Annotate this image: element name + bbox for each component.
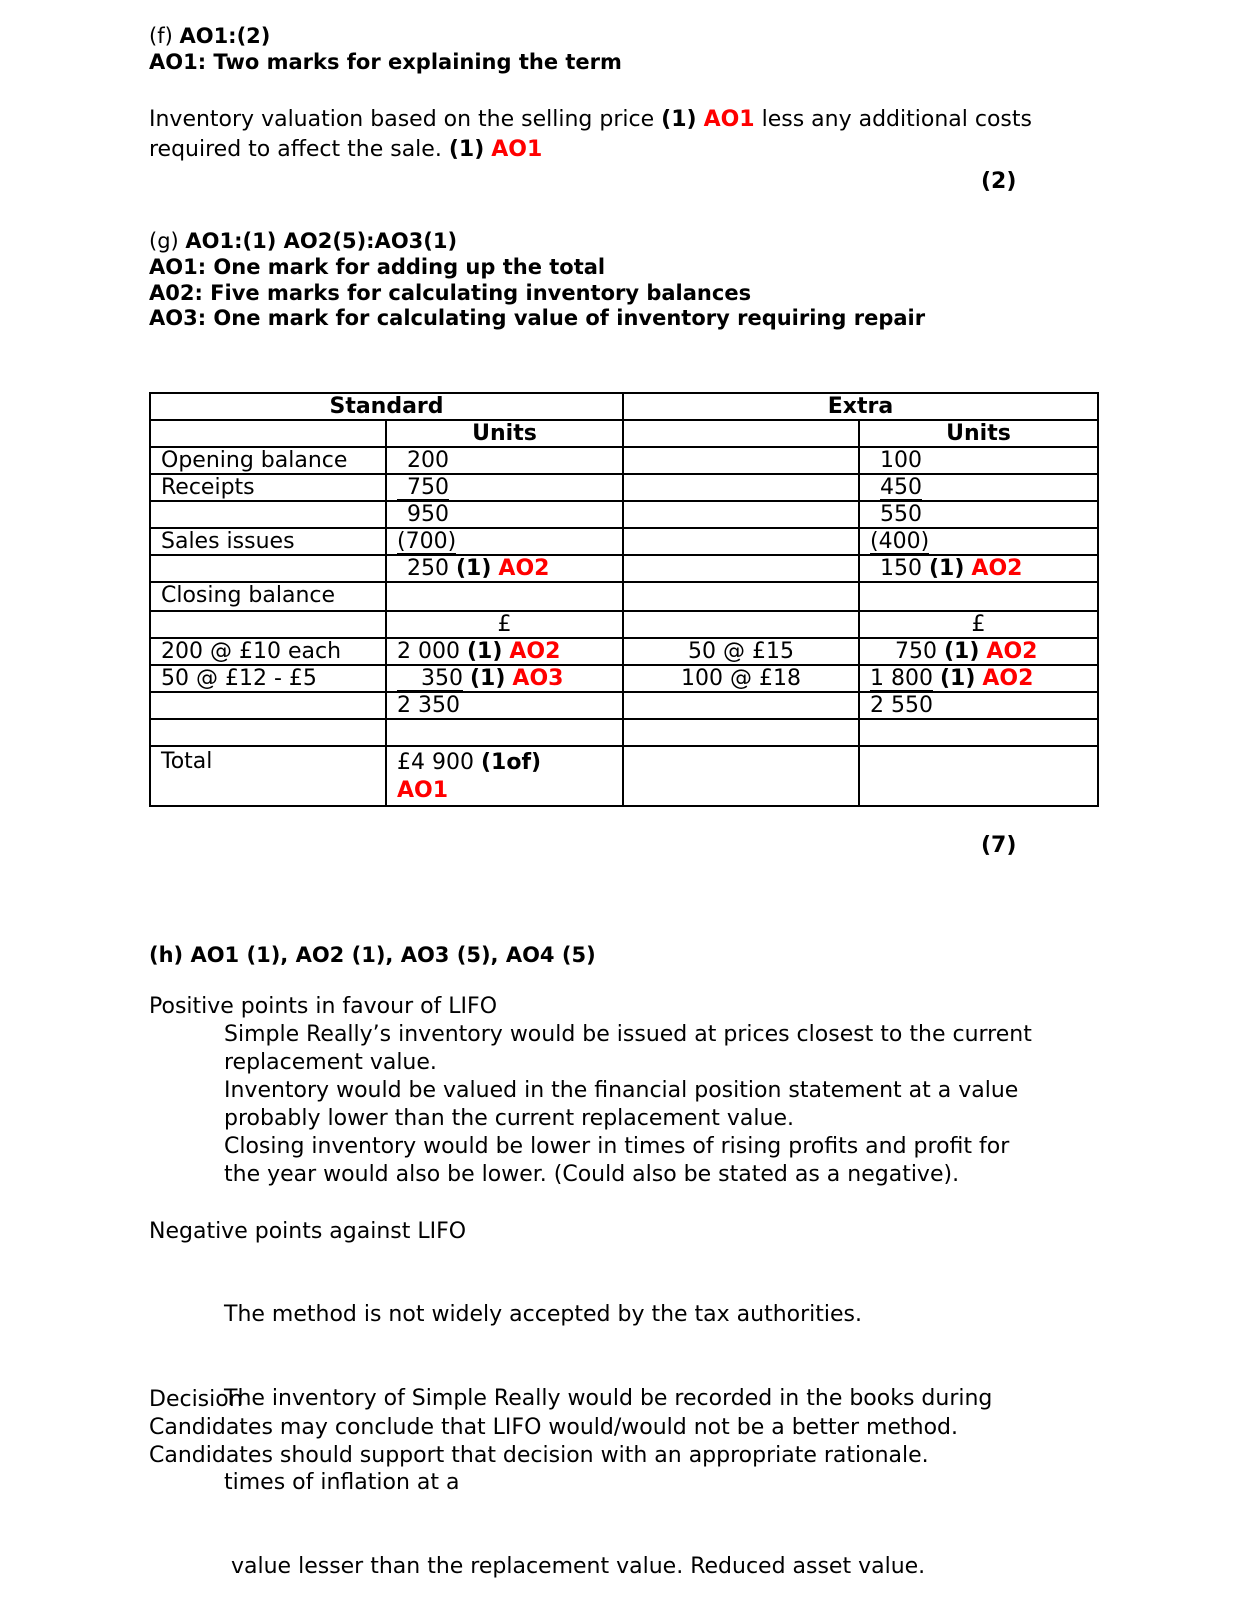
decision-title: Decision (149, 1387, 243, 1412)
section-g-ao: AO1:(1) AO2(5):AO3(1) (185, 229, 458, 253)
cell-value (859, 638, 1098, 665)
underlined-value: 750 (397, 477, 449, 500)
cell-value: 550 (859, 501, 1098, 528)
section-g-total: (7) (981, 833, 1017, 858)
empty-cell (623, 474, 859, 501)
empty-cell (150, 692, 386, 719)
table-row (150, 746, 1098, 806)
ao-tag: AO1 (491, 137, 543, 162)
empty-cell (623, 420, 859, 447)
underlined-value: 450 (880, 475, 922, 500)
list-item: the year would also be lower. (Could also be stated as a negative). (224, 1162, 960, 1187)
negative-points-title: Negative points against LIFO (149, 1219, 467, 1244)
section-h-heading: (h) AO1 (1), AO2 (1), AO3 (5), AO4 (5) (149, 943, 596, 967)
table-row (150, 582, 1098, 611)
section-f-label: (f) (149, 24, 173, 48)
cell-value: 100 (859, 447, 1098, 474)
list-item: value lesser than the replacement value. Reduced asset value. (224, 1554, 926, 1579)
currency-header: £ (386, 611, 623, 638)
row-label: 50 @ £15 (623, 638, 859, 665)
list-item: Simple Really’s inventory would be issued at prices closest to the current (224, 1022, 1032, 1047)
empty-cell (150, 611, 386, 638)
cell-value (386, 528, 623, 555)
mark: (1of) (480, 750, 542, 775)
row-label: 50 @ £12 - £5 (150, 665, 386, 692)
empty-cell (386, 582, 623, 611)
section-f-answer-line2 (149, 135, 542, 165)
list-item: The inventory of Simple Really would be recorded in the books during (224, 1386, 993, 1411)
cell-value (386, 555, 623, 582)
row-label: 200 @ £10 each (150, 638, 386, 665)
cell-value (859, 474, 1098, 501)
ao-tag: AO2 (982, 666, 1034, 691)
empty-cell (623, 582, 859, 611)
empty-cell (623, 692, 859, 719)
table-row (150, 528, 1098, 555)
value: 150 (880, 556, 922, 581)
row-label: Closing balance (150, 582, 386, 611)
total-value (386, 746, 623, 806)
table-row (150, 692, 1098, 719)
value: 2 000 (397, 639, 460, 664)
row-label: Receipts (150, 474, 386, 501)
ao-tag: AO3 (512, 666, 564, 691)
mark: (1) (944, 639, 980, 664)
mark: (1) (456, 556, 492, 581)
row-label: 100 @ £18 (623, 665, 859, 692)
cell-value (386, 665, 623, 692)
underlined-value: 1 800 (870, 666, 933, 691)
list-item: probably lower than the current replacement value. (224, 1106, 795, 1131)
section-f-answer-line1 (149, 105, 1032, 135)
table-row (150, 665, 1098, 692)
table-row (150, 501, 1098, 528)
empty-cell (150, 555, 386, 582)
empty-cell (623, 447, 859, 474)
empty-cell (150, 501, 386, 528)
table-row (150, 611, 1098, 638)
cell-value (859, 555, 1098, 582)
empty-cell (623, 719, 859, 746)
empty-cell (623, 501, 859, 528)
empty-cell (859, 582, 1098, 611)
answer-text: required to affect the sale. (149, 137, 442, 162)
decision-lines (149, 1414, 958, 1470)
section-g-criteria-3: AO3: One mark for calculating value of inventory requiring repair (149, 306, 926, 330)
empty-cell (859, 719, 1098, 746)
section-f-total: (2) (981, 169, 1017, 194)
ao-tag: AO2 (498, 556, 550, 581)
table-row (150, 393, 1098, 420)
section-g-criteria-1: AO1: One mark for adding up the total (149, 255, 606, 279)
list-item: Closing inventory would be lower in times of rising profits and profit for (224, 1134, 1010, 1159)
ao-tag: AO1 (397, 778, 449, 803)
table-row (150, 420, 1098, 447)
ao-tag: AO2 (986, 639, 1038, 664)
list-item: replacement value. (224, 1050, 437, 1075)
mark: (1) (661, 107, 697, 132)
table-row (150, 719, 1098, 746)
header-extra: Extra (623, 393, 1098, 420)
header-units-extra: Units (859, 420, 1098, 447)
cell-value: 950 (386, 501, 623, 528)
section-f-criteria: AO1: Two marks for explaining the term (149, 50, 622, 74)
value: 750 (895, 639, 937, 664)
answer-text: less any additional costs (761, 107, 1032, 132)
row-label: Opening balance (150, 447, 386, 474)
empty-cell (623, 611, 859, 638)
answer-text: Inventory valuation based on the selling price (149, 107, 655, 132)
mark: (1) (466, 639, 503, 664)
inventory-table (149, 392, 1099, 807)
underlined-value: (400) (870, 529, 930, 554)
positive-points-list (224, 1021, 1032, 1189)
empty-cell (623, 746, 859, 806)
cell-value (386, 474, 623, 501)
empty-cell (150, 719, 386, 746)
table-row (150, 638, 1098, 665)
cell-value: 200 (386, 447, 623, 474)
row-label: Total (150, 746, 386, 806)
list-item: Candidates should support that decision with an appropriate rationale. (149, 1443, 929, 1468)
currency-header: £ (859, 611, 1098, 638)
cell-value: 2 550 (859, 692, 1098, 719)
table-row (150, 474, 1098, 501)
list-item: Candidates may conclude that LIFO would/would not be a better method. (149, 1415, 958, 1440)
section-f-heading (149, 24, 270, 50)
value: 250 (407, 556, 449, 581)
mark: (1) (470, 666, 506, 691)
list-item: Inventory would be valued in the financial position statement at a value (224, 1078, 1019, 1103)
empty-cell (623, 555, 859, 582)
cell-value (859, 665, 1098, 692)
section-g-heading (149, 229, 457, 255)
empty-cell (386, 719, 623, 746)
ao-tag: AO2 (971, 556, 1023, 581)
section-f-ao: AO1:(2) (179, 24, 271, 48)
mark: (1) (939, 666, 976, 691)
section-g-label: (g) (149, 229, 179, 253)
ao-tag: AO2 (509, 639, 561, 664)
underlined-value: 350 (397, 668, 463, 691)
header-units-standard: Units (386, 420, 623, 447)
row-label: Sales issues (150, 528, 386, 555)
empty-cell (623, 528, 859, 555)
empty-cell (859, 746, 1098, 806)
cell-value: 2 350 (386, 692, 623, 719)
cell-value (859, 528, 1098, 555)
mark: (1) (448, 137, 485, 162)
section-g-criteria-2: A02: Five marks for calculating inventory balances (149, 281, 752, 305)
empty-cell (150, 420, 386, 447)
header-standard: Standard (150, 393, 623, 420)
positive-points-title: Positive points in favour of LIFO (149, 994, 498, 1019)
value: £4 900 (397, 750, 474, 775)
list-item: The method is not widely accepted by the tax authorities. (224, 1302, 863, 1327)
underlined-value: (700) (397, 529, 457, 554)
list-item: times of inflation at a (224, 1470, 460, 1495)
ao-tag: AO1 (703, 107, 755, 132)
table-row (150, 555, 1098, 582)
table-row (150, 447, 1098, 474)
mark: (1) (929, 556, 965, 581)
cell-value (386, 638, 623, 665)
